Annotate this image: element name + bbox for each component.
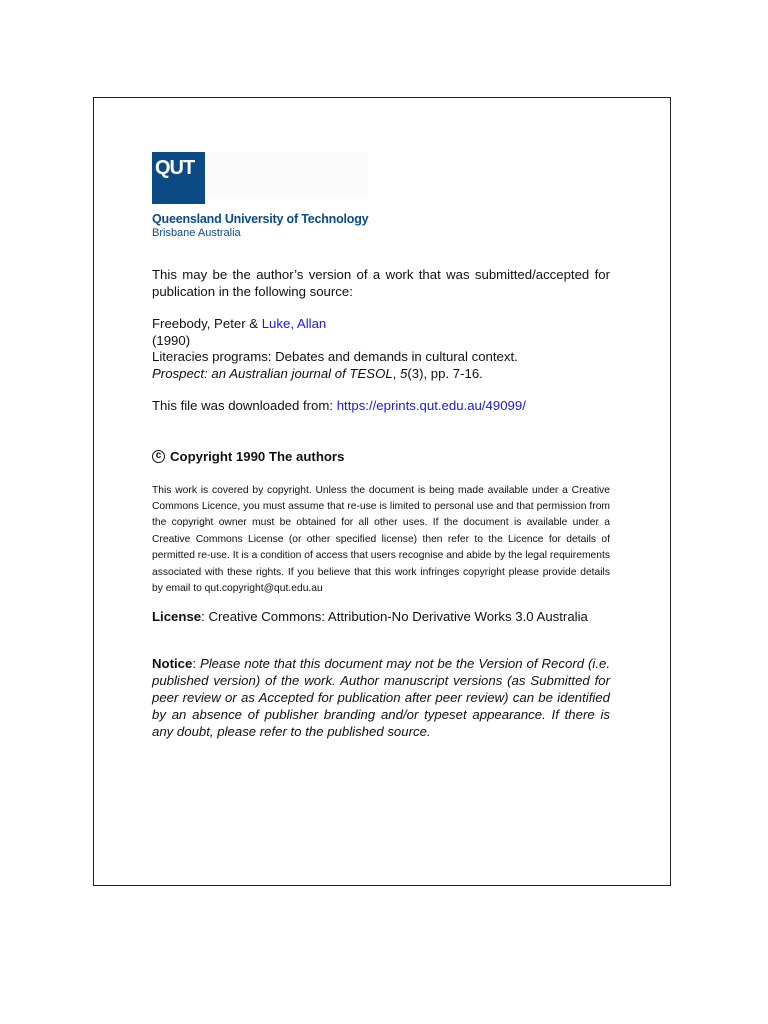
download-line bbox=[152, 398, 610, 415]
download-label: This file was downloaded from: bbox=[152, 398, 337, 413]
university-location: Brisbane Australia bbox=[152, 227, 241, 239]
citation-journal-line bbox=[152, 366, 610, 383]
download-link[interactable]: https://eprints.qut.edu.au/49099/ bbox=[336, 398, 526, 413]
citation-year: (1990) bbox=[152, 332, 191, 348]
cover-content bbox=[152, 152, 610, 740]
notice-separator: : bbox=[192, 656, 200, 672]
legal-paragraph: This work is covered by copyright. Unless the document is being made available under a Creative Commons Licence, you must assume that re-use is limited to personal use and that permission from the copyright owner must be obtained for all other uses. If the document is available under a Creative Commons License (or other specified license) then refer to the Licence for details of permitted re-use. It is a condition of access that users recognise and abide by the legal requirements associated with these rights. If you believe that this work infringes copyright please provide details by email to qut.copyright@qut.edu.au bbox=[152, 484, 610, 594]
notice-label: Notice bbox=[152, 656, 193, 672]
logo-row bbox=[152, 152, 610, 204]
copyright-heading bbox=[152, 448, 610, 465]
notice-text: Please note that this document may not be the Version of Record (i.e. published version) of the work. Author manuscript versions (as Submitted for peer review or as Accepted for publication after peer review) can be identified by an absence of publisher branding and/or typeset appearance. If there is any doubt, please refer to the published source. bbox=[152, 656, 610, 739]
license-text: : Creative Commons: Attribution-No Derivative Works 3.0 Australia bbox=[201, 609, 588, 625]
issue-pages: (3), pp. 7-16. bbox=[407, 365, 483, 381]
qut-logo-text: QUT bbox=[155, 157, 195, 179]
author-link[interactable]: Luke, Allan bbox=[261, 316, 327, 331]
author-name: Freebody, Peter & bbox=[152, 316, 262, 331]
license-line bbox=[152, 608, 610, 625]
citation bbox=[152, 316, 610, 382]
volume-number: 5 bbox=[400, 365, 408, 381]
citation-authors bbox=[152, 316, 610, 333]
volume-separator: , bbox=[392, 365, 400, 381]
license-label: License bbox=[152, 609, 202, 625]
citation-title: Literacies programs: Debates and demands in cultural context. bbox=[152, 349, 518, 364]
qut-logo bbox=[152, 152, 205, 204]
logo-background bbox=[208, 152, 368, 198]
copyright-text: Copyright 1990 The authors bbox=[170, 448, 345, 464]
notice-paragraph bbox=[152, 656, 610, 740]
copyright-icon: c bbox=[152, 450, 165, 463]
journal-name: Prospect: an Australian journal of TESOL bbox=[152, 365, 393, 381]
university-name: Queensland University of Technology bbox=[152, 212, 369, 226]
intro-text: This may be the author’s version of a work that was submitted/accepted for publication in the following source: bbox=[152, 267, 610, 299]
